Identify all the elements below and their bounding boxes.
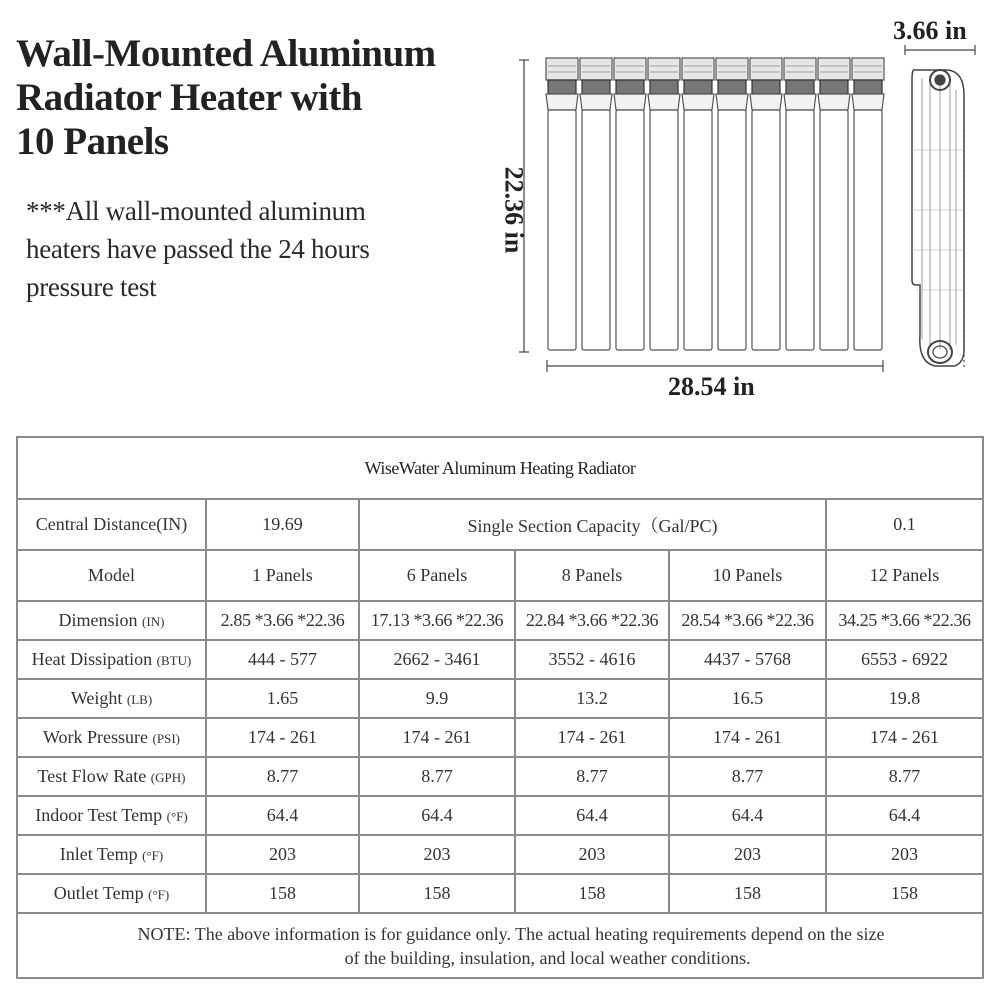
table-cell: 64.4 — [669, 796, 826, 835]
note-line: ***All wall-mounted aluminum — [26, 196, 366, 226]
table-cell: 2662 - 3461 — [359, 640, 515, 679]
table-note — [17, 913, 983, 978]
radiator-panel — [784, 58, 816, 350]
title-line: 10 Panels — [16, 120, 169, 163]
row-label-text: Dimension — [58, 610, 138, 630]
note-line: heaters have passed the 24 hours — [26, 234, 370, 264]
row-label — [17, 718, 206, 757]
row-label-text: Indoor Test Temp — [35, 805, 163, 825]
radiator-panel — [682, 58, 714, 350]
row-label — [17, 640, 206, 679]
table-row — [17, 835, 983, 874]
note-line: of the building, insulation, and local weather conditions. — [344, 947, 751, 968]
title-line: Wall-Mounted Aluminum — [16, 32, 436, 75]
note-line: pressure test — [26, 272, 157, 302]
row-label — [17, 601, 206, 640]
radiator-panel — [750, 58, 782, 350]
table-row — [17, 640, 983, 679]
model-header: 6 Panels — [359, 550, 515, 601]
radiator-panel — [716, 58, 748, 350]
row-unit: (GPH) — [150, 770, 186, 785]
row-unit: (IN) — [142, 614, 165, 629]
table-cell: 17.13 *3.66 *22.36 — [359, 601, 515, 640]
table-cell: 4437 - 5768 — [669, 640, 826, 679]
table-cell: 174 - 261 — [669, 718, 826, 757]
table-cell: 203 — [669, 835, 826, 874]
row-label-text: Outlet Temp — [53, 883, 144, 903]
table-cell: 158 — [206, 874, 359, 913]
row-label — [17, 835, 206, 874]
table-cell: 8.77 — [515, 757, 669, 796]
table-row — [17, 499, 983, 550]
row-unit: (BTU) — [156, 653, 192, 668]
table-cell: 203 — [826, 835, 983, 874]
table-row — [17, 874, 983, 913]
table-cell: 2.85 *3.66 *22.36 — [206, 601, 359, 640]
table-cell: 203 — [359, 835, 515, 874]
row-label-text: Test Flow Rate — [37, 766, 147, 786]
width-dimension-label: 28.54 in — [668, 372, 755, 401]
table-cell: 64.4 — [206, 796, 359, 835]
table-cell: 1.65 — [206, 679, 359, 718]
table-cell: 64.4 — [826, 796, 983, 835]
table-row — [17, 718, 983, 757]
table-cell: 174 - 261 — [515, 718, 669, 757]
central-distance-value: 19.69 — [206, 499, 359, 550]
table-row — [17, 550, 983, 601]
row-label — [17, 874, 206, 913]
depth-dimension-label: 3.66 in — [893, 16, 967, 45]
table-cell: 64.4 — [359, 796, 515, 835]
row-unit: (PSI) — [152, 731, 180, 746]
radiator-panel — [614, 58, 646, 350]
central-distance-label: Central Distance(IN) — [17, 499, 206, 550]
table-cell: 19.8 — [826, 679, 983, 718]
table-cell: 8.77 — [669, 757, 826, 796]
height-dimension-label: 22.36 in — [499, 166, 529, 254]
row-label-text: Work Pressure — [43, 727, 149, 747]
table-row — [17, 796, 983, 835]
row-label-text: Weight — [70, 688, 123, 708]
table-cell: 158 — [359, 874, 515, 913]
table-cell: 13.2 — [515, 679, 669, 718]
row-unit: (LB) — [126, 692, 153, 707]
table-cell: 174 - 261 — [826, 718, 983, 757]
table-cell: 64.4 — [515, 796, 669, 835]
radiator-panel — [852, 58, 884, 350]
table-cell: 22.84 *3.66 *22.36 — [515, 601, 669, 640]
model-header: 8 Panels — [515, 550, 669, 601]
table-cell: 34.25 *3.66 *22.36 — [826, 601, 983, 640]
row-label-text: Heat Dissipation — [31, 649, 153, 669]
row-unit: (°F) — [142, 848, 164, 863]
note-line: NOTE: The above information is for guidance only. The actual heating requirements depend on the size — [137, 923, 885, 944]
row-unit: (°F) — [166, 809, 188, 824]
spec-table — [16, 436, 984, 979]
row-unit: (°F) — [148, 887, 170, 902]
table-cell: 8.77 — [206, 757, 359, 796]
table-cell: 8.77 — [826, 757, 983, 796]
table-cell: 16.5 — [669, 679, 826, 718]
radiator-panel — [648, 58, 680, 350]
table-cell: 158 — [669, 874, 826, 913]
table-cell: 28.54 *3.66 *22.36 — [669, 601, 826, 640]
radiator-panel — [818, 58, 850, 350]
row-label — [17, 679, 206, 718]
row-label — [17, 757, 206, 796]
table-row — [17, 913, 983, 978]
capacity-label: Single Section Capacity（Gal/PC) — [359, 499, 826, 550]
table-cell: 444 - 577 — [206, 640, 359, 679]
radiator-panel — [546, 58, 578, 350]
capacity-value: 0.1 — [826, 499, 983, 550]
table-cell: 158 — [826, 874, 983, 913]
row-label-text: Inlet Temp — [59, 844, 138, 864]
table-cell: 8.77 — [359, 757, 515, 796]
table-cell: 9.9 — [359, 679, 515, 718]
model-header: 10 Panels — [669, 550, 826, 601]
table-cell: 6553 - 6922 — [826, 640, 983, 679]
table-cell: 203 — [206, 835, 359, 874]
table-cell: 3552 - 4616 — [515, 640, 669, 679]
table-cell: 203 — [515, 835, 669, 874]
table-row — [17, 601, 983, 640]
row-label — [17, 796, 206, 835]
title-line: Radiator Heater with — [16, 76, 363, 119]
table-row — [17, 757, 983, 796]
table-row — [17, 679, 983, 718]
table-cell: 174 - 261 — [206, 718, 359, 757]
model-label: Model — [17, 550, 206, 601]
table-cell: 158 — [515, 874, 669, 913]
front-view — [519, 58, 884, 372]
side-view — [905, 45, 975, 370]
table-title: WiseWater Aluminum Heating Radiator — [17, 437, 983, 499]
model-header: 1 Panels — [206, 550, 359, 601]
model-header: 12 Panels — [826, 550, 983, 601]
radiator-panel — [580, 58, 612, 350]
table-cell: 174 - 261 — [359, 718, 515, 757]
